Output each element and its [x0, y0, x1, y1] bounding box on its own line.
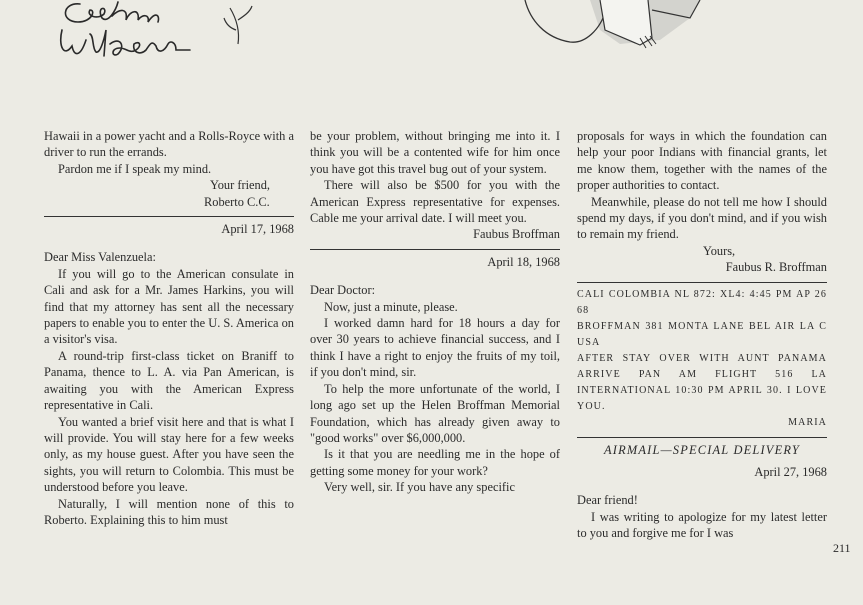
letter-date: April 17, 1968	[221, 222, 294, 237]
paragraph: proposals for ways in which the foundation can help your poor Indians with financial grants, let me know them, together with the names of the proper authorities to contact.	[577, 129, 827, 193]
letter-salutation: Dear Miss Valenzuela:	[44, 250, 156, 265]
paragraph: Now, just a minute, please.	[324, 299, 458, 314]
column-3	[577, 128, 827, 542]
leaf-doodle	[224, 6, 252, 44]
paragraph: If you will go to the American consulate in Cali and ask for a Mr. James Harkins, you will find that my attorney has sent all the necessary papers to enable you to enter the U. S. America on a visitor's visa.	[44, 266, 294, 347]
letter-date: April 18, 1968	[487, 254, 560, 269]
column-1	[44, 128, 294, 528]
letter-signer: Faubus Broffman	[473, 227, 560, 242]
page-number: 211	[833, 541, 851, 555]
paragraph: I was writing to apologize for my latest letter to you and forgive me for I was	[577, 509, 827, 541]
paragraph: I worked damn hard for 18 hours a day for over 30 years to achieve financial success, and I think I have a right to enjoy the fruits of my toil, if you don't mind, sir.	[310, 316, 560, 380]
letter-date: April 27, 1968	[754, 465, 827, 480]
artist-signature	[61, 2, 190, 56]
divider	[44, 216, 294, 217]
paragraph: Very well, sir. If you have any specific	[324, 480, 515, 495]
column-2	[310, 128, 560, 496]
divider	[577, 437, 827, 438]
figure-coat	[600, 0, 652, 45]
letter-salutation: Dear friend!	[577, 493, 638, 508]
illustration-area	[0, 0, 863, 120]
paragraph: Hawaii in a power yacht and a Rolls-Royce with a driver to run the errands.	[44, 129, 294, 160]
telegram-address: BROFFMAN 381 MONTA LANE BEL AIR LA C USA	[577, 320, 827, 348]
telegram-signature: MARIA	[788, 416, 827, 428]
divider	[577, 282, 827, 283]
paragraph: Pardon me if I speak my mind.	[58, 161, 212, 176]
letter-closing: Your friend,	[210, 178, 271, 193]
paragraph: You wanted a brief visit here and that is what I will provide. You will stay here for a few weeks only, as my house guest. After you have seen the sights, you will return to Colombia. This must be understood before you leave.	[44, 414, 294, 495]
divider	[310, 249, 560, 250]
letter-signer: Roberto C.C.	[204, 194, 270, 209]
paragraph: Naturally, I will mention none of this to Roberto. Explaining this to him must	[44, 496, 294, 527]
telegram-header: CALI COLOMBIA NL 872: XL4: 4:45 PM AP 26 68	[577, 288, 827, 316]
telegram-body: AFTER STAY OVER WITH AUNT PANAMA ARRIVE PAN AM FLIGHT 516 LA INTERNATIONAL 10:30 PM APRIL 30. I LOVE YOU.	[577, 352, 827, 412]
airmail-label: AIRMAIL—SPECIAL DELIVERY	[604, 442, 800, 457]
paragraph: Is it that you are needling me in the hope of getting some money for your work?	[310, 447, 560, 478]
letter-signer: Faubus R. Broffman	[725, 260, 827, 275]
paragraph: To help the more unfortunate of the world, I long ago set up the Helen Broffman Memorial Foundation, which has already given away to "good works" over $6,000,000.	[310, 381, 560, 445]
letter-closing: Yours,	[703, 243, 736, 258]
paragraph: There will also be $500 for you with the American Express representative for expenses. Cable me your arrival date. I will meet you.	[310, 178, 560, 226]
paragraph: Meanwhile, please do not tell me how I should spend my days, if you don't mind, and if you wish to remain my friend.	[577, 194, 827, 242]
paragraph: A round-trip first-class ticket on Braniff to Panama, thence to L. A. via Pan American, is awaiting you with the American Express representative in Cali.	[44, 348, 294, 413]
paragraph: be your problem, without bringing me into it. I think you will be a contented wife for him once you have got this travel bug out of your system.	[310, 129, 560, 176]
letter-salutation: Dear Doctor:	[310, 283, 376, 298]
